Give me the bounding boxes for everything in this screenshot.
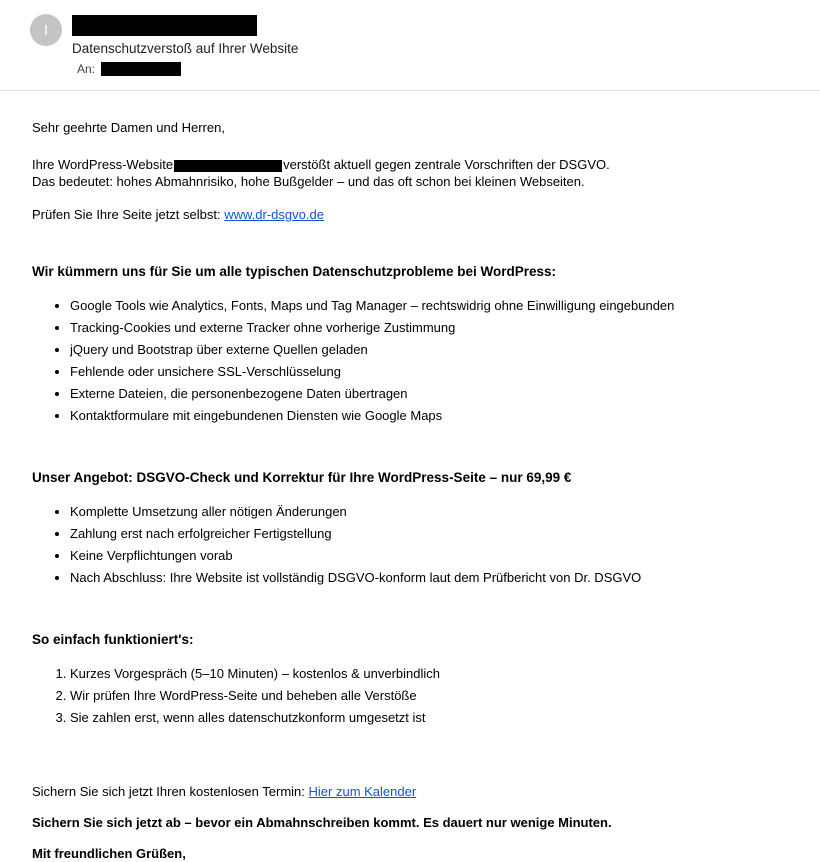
- intro-line-1-before: Ihre WordPress-Website: [32, 157, 174, 172]
- check-line-text: Prüfen Sie Ihre Seite jetzt selbst:: [32, 207, 225, 222]
- dsgvo-check-link[interactable]: www.dr-dsgvo.de: [224, 207, 324, 222]
- spacer: [32, 429, 786, 469]
- list-item: • Nach Abschluss: Ihre Website ist vollständig DSGVO-konform laut dem Prüfbericht von Dr. DSGVO: [70, 569, 786, 586]
- spacer: [32, 487, 786, 503]
- spacer: [32, 831, 786, 845]
- list-item: • Zahlung erst nach erfolgreicher Fertigstellung: [70, 525, 786, 542]
- process-heading: So einfach funktioniert's:: [32, 632, 194, 647]
- spacer: [32, 190, 786, 206]
- intro-line-1-after: verstößt aktuell gegen zentrale Vorschriften der DSGVO.: [283, 157, 610, 172]
- email-header: [0, 0, 820, 76]
- list-item: • Externe Dateien, die personenbezogene Daten übertragen: [70, 385, 786, 402]
- website-redacted: [174, 160, 282, 172]
- spacer: [32, 281, 786, 297]
- list-item: • Keine Verpflichtungen vorab: [70, 547, 786, 564]
- spacer: [32, 649, 786, 665]
- appointment-text: Sichern Sie sich jetzt Ihren kostenlosen Termin:: [32, 784, 309, 799]
- cta-line: Sichern Sie sich jetzt ab – bevor ein Abmahnschreiben kommt. Es dauert nur wenige Minuten.: [32, 815, 612, 830]
- list-item: • Google Tools wie Analytics, Fonts, Maps und Tag Manager – rechtswidrig ohne Einwilligung eingebunden: [70, 297, 786, 314]
- avatar: I: [30, 14, 62, 46]
- spacer: [32, 136, 786, 156]
- list-item: • Tracking-Cookies und externe Tracker ohne vorherige Zustimmung: [70, 319, 786, 336]
- calendar-link[interactable]: Hier zum Kalender: [308, 784, 417, 799]
- spacer: [32, 731, 786, 771]
- list-item: • Kontaktformulare mit eingebundenen Diensten wie Google Maps: [70, 407, 786, 424]
- recipient-label: An:: [77, 62, 96, 76]
- spacer: [32, 800, 786, 814]
- list-item: • jQuery und Bootstrap über externe Quellen geladen: [70, 341, 786, 358]
- list-item: • Fehlende oder unsichere SSL-Verschlüsselung: [70, 363, 786, 380]
- offer-heading: Unser Angebot: DSGVO-Check und Korrektur für Ihre WordPress-Seite – nur 69,99 €: [32, 470, 572, 485]
- spacer: [32, 771, 786, 783]
- recipient-address-redacted: [101, 62, 181, 76]
- problems-heading: Wir kümmern uns für Sie um alle typischen Datenschutzprobleme bei WordPress:: [32, 264, 557, 279]
- intro-line-1: [32, 156, 786, 173]
- spacer: [32, 223, 786, 263]
- greeting: Sehr geehrte Damen und Herren,: [32, 120, 225, 135]
- process-list: [32, 665, 786, 726]
- spacer: [32, 91, 786, 119]
- recipient-row[interactable]: [77, 62, 786, 76]
- intro-line-2: Das bedeutet: hohes Abmahnrisiko, hohe Bußgelder – und das oft schon bei kleinen Webseiten.: [32, 174, 585, 189]
- email-header-text: [72, 12, 786, 76]
- list-item: • Komplette Umsetzung aller nötigen Änderungen: [70, 503, 786, 520]
- offer-list: [32, 503, 786, 586]
- appointment-line: [32, 783, 786, 800]
- sender-name-redacted: [72, 15, 257, 36]
- problems-list: [32, 297, 786, 424]
- list-item: 3. Sie zahlen erst, wenn alles datenschutzkonform umgesetzt ist: [70, 709, 786, 726]
- check-line: [32, 206, 786, 223]
- spacer: [32, 591, 786, 631]
- list-item: 2. Wir prüfen Ihre WordPress-Seite und beheben alle Verstöße: [70, 687, 786, 704]
- list-item: 1. Kurzes Vorgespräch (5–10 Minuten) – kostenlos & unverbindlich: [70, 665, 786, 682]
- email-body: [0, 91, 820, 862]
- closing-line: Mit freundlichen Grüßen,: [32, 846, 186, 861]
- email-subject: Datenschutzverstoß auf Ihrer Website: [72, 41, 299, 56]
